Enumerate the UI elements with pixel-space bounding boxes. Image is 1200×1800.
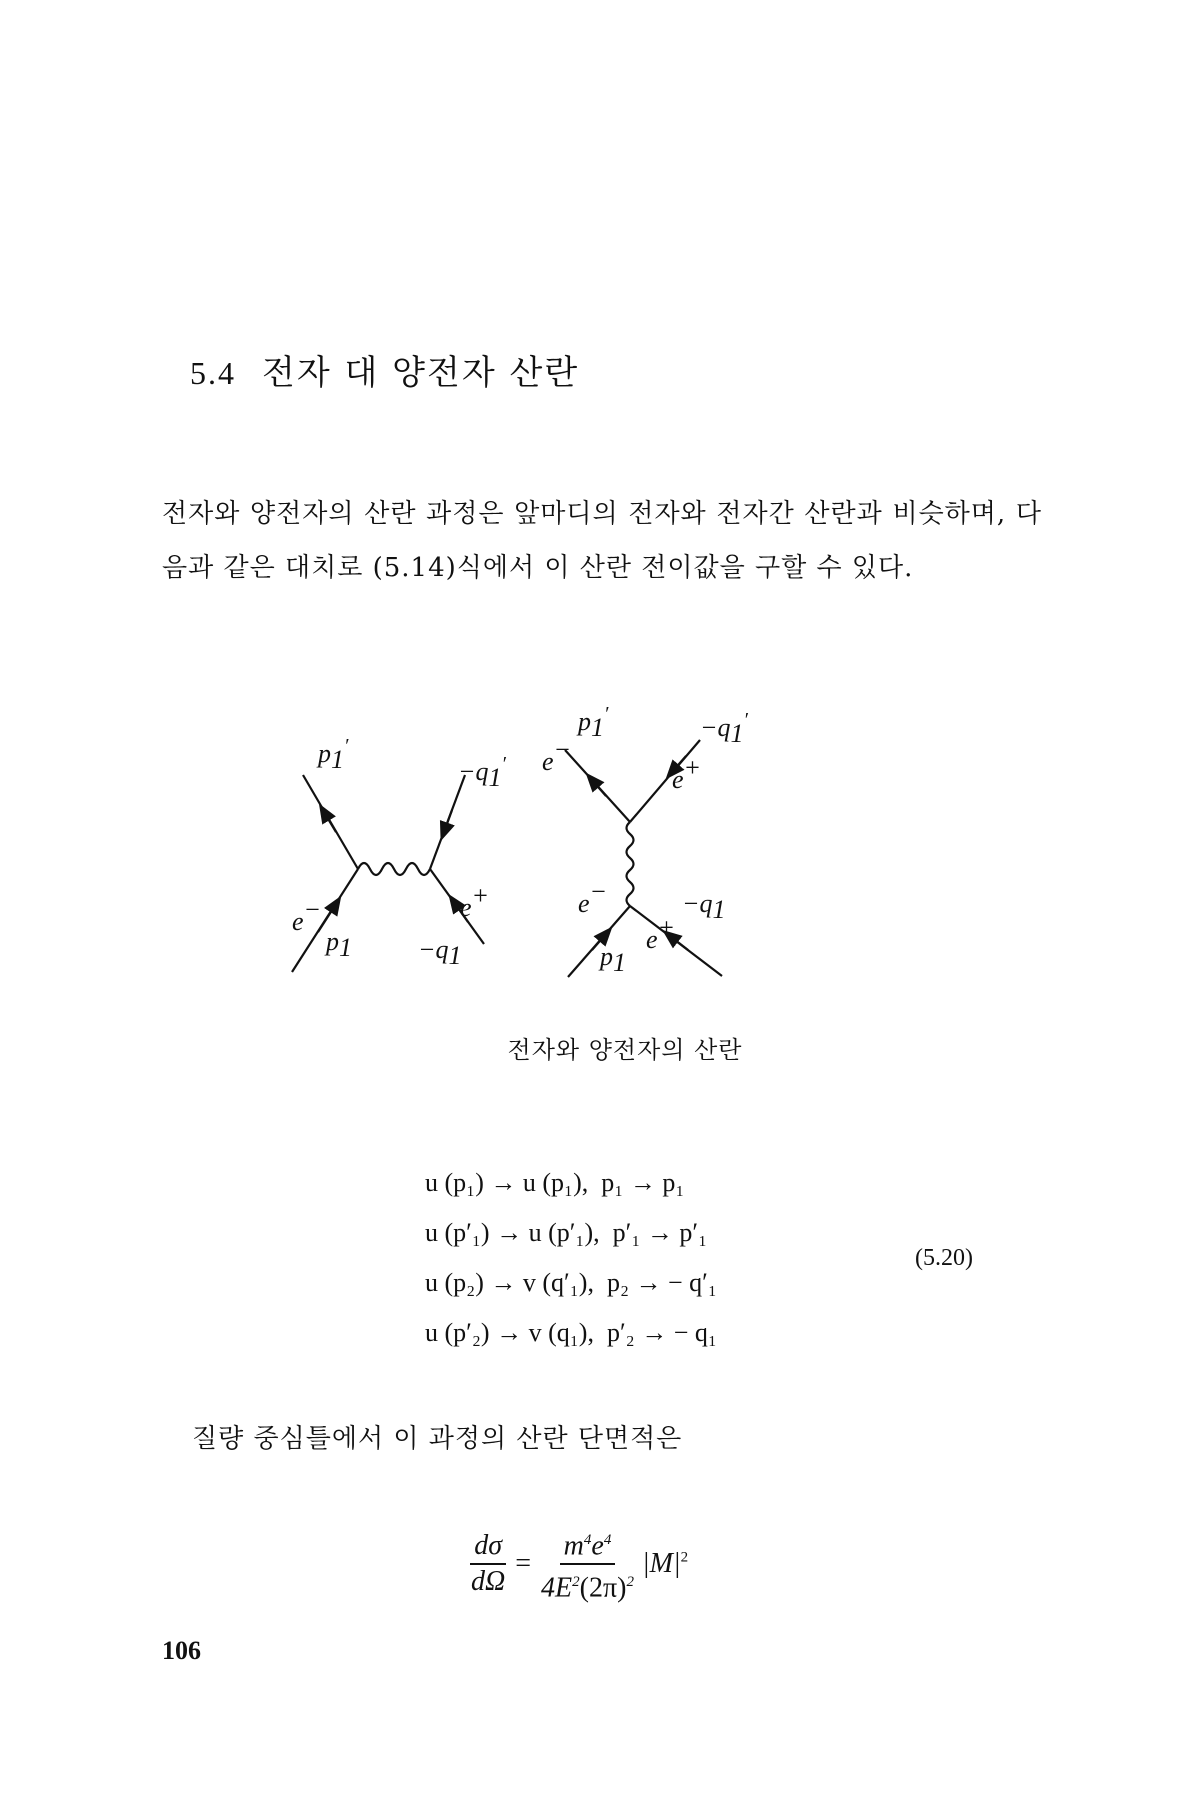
- figure-caption: 전자와 양전자의 산란: [507, 1036, 743, 1064]
- page-number: 106: [162, 1636, 201, 1665]
- section-heading: [190, 345, 579, 394]
- intro-paragraph: 전자와 양전자의 산란 과정은 앞마디의 전자와 전자간 산란과 비슷하며, 다음과 같은 대치로 (5.14)식에서 이 산란 전이값을 구할 수 있다.: [162, 499, 1042, 583]
- rhs-numerator: $m^4e^4$: [560, 1523, 616, 1565]
- feynman-diagrams: [292, 680, 860, 1040]
- right-label-electron-upper: e−: [542, 735, 572, 776]
- substitution-equations: [425, 1158, 985, 1358]
- rhs-denominator: $4E^2(2\pi)^2$: [541, 1572, 634, 1604]
- equation-number: (5.20): [915, 1245, 973, 1271]
- equation-line-3: u (p₂) → v (q′₁), p₂ → − q′₁: [425, 1268, 717, 1297]
- amplitude-squared: $|M|^2$: [641, 1548, 689, 1580]
- left-outgoing-electron-arrow: [324, 812, 336, 832]
- left-diagram-labels: [292, 735, 507, 970]
- right-label-electron-lower: e−: [578, 877, 608, 918]
- right-label-positron-lower: e+: [646, 913, 676, 954]
- left-label-q1: −q1: [418, 935, 462, 970]
- cross-section-formula: [463, 1523, 688, 1606]
- lhs-denominator: dΩ: [471, 1566, 506, 1598]
- right-diagram-labels: [542, 703, 749, 977]
- left-label-p1: p1: [326, 927, 352, 962]
- section-title: 전자 대 양전자 산란: [262, 353, 580, 393]
- cross-section-paragraph: 질량 중심틀에서 이 과정의 산란 단면적은: [192, 1424, 683, 1454]
- left-label-positron: e+: [460, 881, 490, 922]
- equation-line-1: u (p₁) → u (p₁), p₁ → p₁: [425, 1168, 685, 1197]
- right-label-q1: −q1: [682, 889, 726, 924]
- equation-line-2: u (p′₁) → u (p′₁), p′₁ → p′₁: [425, 1218, 708, 1247]
- left-photon: [358, 863, 430, 875]
- rhs-fraction: [537, 1523, 638, 1606]
- left-label-q1-prime: −q1′: [458, 753, 506, 792]
- right-label-p1-prime: p1′: [578, 703, 609, 742]
- right-label-positron-upper: e+: [672, 753, 702, 794]
- lhs-fraction: [467, 1529, 509, 1599]
- right-photon: [627, 822, 634, 906]
- equals-sign: =: [515, 1548, 532, 1580]
- left-outgoing-positron-arrow: [444, 810, 452, 832]
- left-label-electron: e−: [292, 895, 322, 936]
- equation-line-4: u (p′₂) → v (q₁), p′₂ → − q₁: [425, 1318, 717, 1347]
- feynman-diagrams-svg: [292, 680, 860, 1040]
- section-number: 5.4: [190, 355, 236, 391]
- lhs-numerator: dσ: [470, 1529, 506, 1565]
- left-label-p1-prime: p1′: [318, 735, 349, 774]
- right-label-q1-prime: −q1′: [700, 709, 748, 748]
- right-label-p1: p1: [600, 942, 626, 977]
- right-outgoing-electron-arrow: [592, 780, 606, 796]
